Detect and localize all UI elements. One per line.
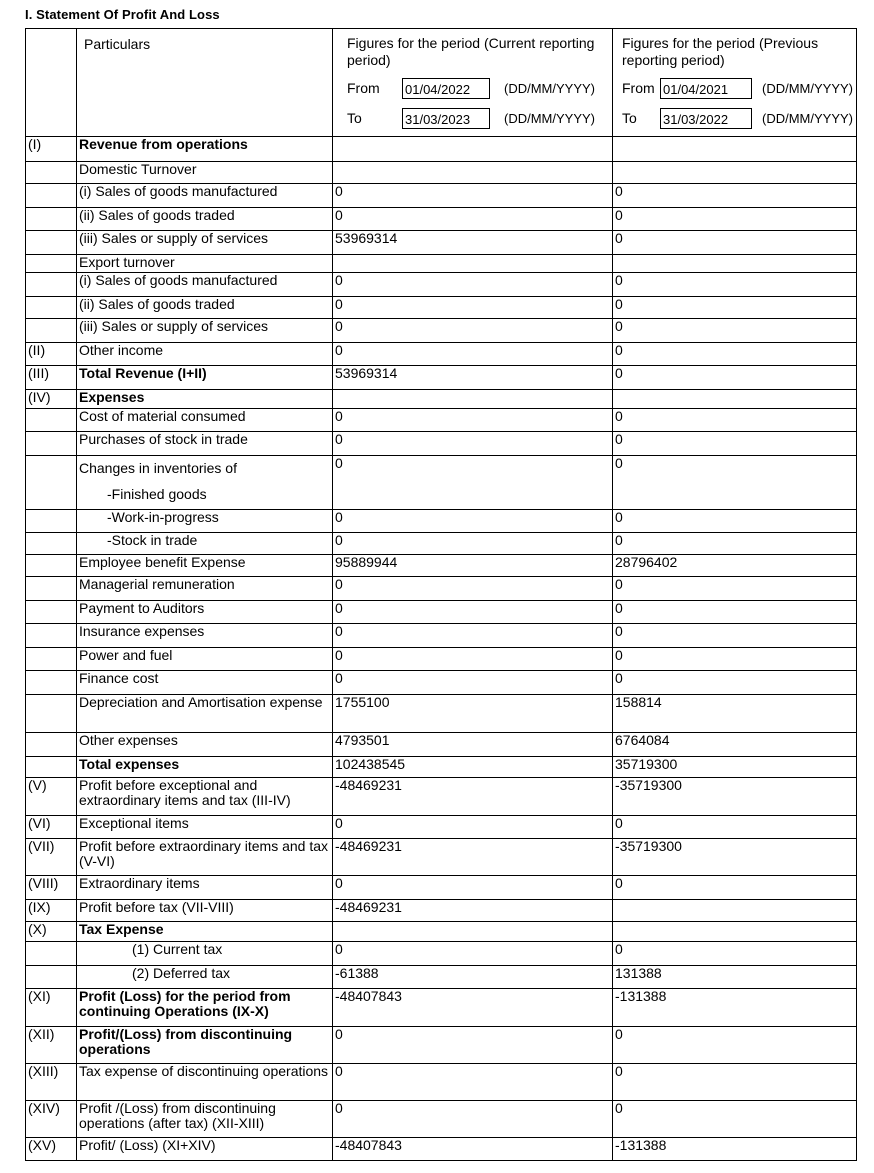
- particulars-heading: Particulars: [84, 36, 151, 52]
- current-period-value[interactable]: 0: [333, 343, 613, 366]
- row-number: (XIII): [26, 1064, 77, 1101]
- row-label: Employee benefit Expense: [77, 555, 333, 577]
- current-period-heading: Figures for the period (Current reporting period): [347, 35, 595, 68]
- table-row: [26, 922, 857, 942]
- row-label: Expenses: [77, 390, 333, 409]
- current-period-value[interactable]: 95889944: [333, 555, 613, 577]
- table-row: [26, 624, 857, 648]
- row-number: (XV): [26, 1138, 77, 1161]
- current-period-value[interactable]: [333, 137, 613, 162]
- table-row: [26, 137, 857, 162]
- row-label: Profit/ (Loss) (XI+XIV): [77, 1138, 333, 1161]
- previous-period-value[interactable]: [613, 137, 857, 162]
- row-label: Exceptional items: [77, 816, 333, 839]
- row-number: [26, 297, 77, 319]
- previous-to-date-field[interactable]: 31/03/2022: [660, 108, 752, 129]
- table-row: [26, 577, 857, 601]
- current-period-value[interactable]: -48407843: [333, 989, 613, 1027]
- row-label: (i) Sales of goods manufactured: [77, 184, 333, 208]
- previous-period-value[interactable]: 0: [613, 409, 857, 432]
- row-number: [26, 409, 77, 432]
- row-number: (XII): [26, 1027, 77, 1064]
- row-number: [26, 757, 77, 778]
- table-row: [26, 366, 857, 390]
- row-number: [26, 208, 77, 231]
- row-label: Other income: [77, 343, 333, 366]
- previous-period-value[interactable]: 0: [613, 1101, 857, 1138]
- current-period-value[interactable]: 0: [333, 876, 613, 900]
- row-label: Profit before extraordinary items and tax (V-VI): [77, 839, 333, 876]
- current-period-value[interactable]: -48469231: [333, 778, 613, 816]
- previous-period-value[interactable]: 0: [613, 601, 857, 624]
- current-period-value[interactable]: 0: [333, 432, 613, 456]
- row-number: (IX): [26, 900, 77, 922]
- current-period-value[interactable]: 0: [333, 409, 613, 432]
- table-row: [26, 1064, 857, 1101]
- table-row: [26, 343, 857, 366]
- row-number: (III): [26, 366, 77, 390]
- row-number: [26, 671, 77, 695]
- row-label: (1) Current tax: [77, 942, 333, 966]
- row-label: Profit/(Loss) from discontinuing operations: [77, 1027, 333, 1064]
- current-period-value[interactable]: 0: [333, 533, 613, 555]
- row-number: [26, 733, 77, 757]
- row-number: [26, 255, 77, 273]
- previous-to-row: [615, 108, 854, 129]
- current-period-value[interactable]: 1755100: [333, 695, 613, 733]
- current-period-value[interactable]: 0: [333, 510, 613, 533]
- row-label: (ii) Sales of goods traded: [77, 297, 333, 319]
- current-period-value[interactable]: 0: [333, 273, 613, 297]
- row-label: Other expenses: [77, 733, 333, 757]
- current-period-value[interactable]: 0: [333, 601, 613, 624]
- row-number: [26, 533, 77, 555]
- previous-period-value[interactable]: [613, 390, 857, 409]
- table-row: [26, 900, 857, 922]
- table-row: [26, 390, 857, 409]
- row-number: [26, 184, 77, 208]
- row-number: [26, 510, 77, 533]
- table-row: [26, 876, 857, 900]
- table-row: [26, 989, 857, 1027]
- row-label: Tax expense of discontinuing operations: [77, 1064, 333, 1101]
- row-number: [26, 162, 77, 184]
- current-to-date-field[interactable]: 31/03/2023: [402, 108, 490, 129]
- table-row: [26, 839, 857, 876]
- header-current-period-cell: [333, 29, 613, 137]
- current-period-value[interactable]: 0: [333, 319, 613, 343]
- current-period-value[interactable]: 102438545: [333, 757, 613, 778]
- row-label: Finance cost: [77, 671, 333, 695]
- row-number: [26, 231, 77, 255]
- current-period-value[interactable]: [333, 255, 613, 273]
- current-period-value[interactable]: 0: [333, 208, 613, 231]
- current-period-value[interactable]: [333, 922, 613, 942]
- current-period-value[interactable]: 0: [333, 648, 613, 671]
- row-number: [26, 695, 77, 733]
- row-label: Insurance expenses: [77, 624, 333, 648]
- current-period-value[interactable]: 0: [333, 184, 613, 208]
- current-period-value[interactable]: -48469231: [333, 839, 613, 876]
- previous-period-value[interactable]: 0: [613, 319, 857, 343]
- current-period-value[interactable]: [333, 390, 613, 409]
- current-from-format: (DD/MM/YYYY): [504, 81, 595, 96]
- table-row: [26, 255, 857, 273]
- current-to-format: (DD/MM/YYYY): [504, 111, 595, 126]
- profit-loss-table: [25, 28, 857, 1161]
- table-row: [26, 695, 857, 733]
- row-number: [26, 624, 77, 648]
- row-number: (XI): [26, 989, 77, 1027]
- current-period-value[interactable]: [333, 162, 613, 184]
- current-period-value[interactable]: 0: [333, 577, 613, 601]
- previous-period-value[interactable]: 0: [613, 624, 857, 648]
- previous-period-value[interactable]: 0: [613, 942, 857, 966]
- current-period-value[interactable]: 0: [333, 1064, 613, 1101]
- previous-period-value[interactable]: 0: [613, 297, 857, 319]
- previous-period-value[interactable]: 0: [613, 208, 857, 231]
- row-label: (i) Sales of goods manufactured: [77, 273, 333, 297]
- previous-period-heading: Figures for the period (Previous reporting period): [622, 35, 819, 68]
- row-label: (ii) Sales of goods traded: [77, 208, 333, 231]
- current-period-value[interactable]: 0: [333, 816, 613, 839]
- current-period-value[interactable]: 0: [333, 1027, 613, 1064]
- previous-from-row: [615, 78, 854, 99]
- row-number: (II): [26, 343, 77, 366]
- row-label: (iii) Sales or supply of services: [77, 231, 333, 255]
- current-to-row: [335, 108, 610, 129]
- current-period-value[interactable]: -48407843: [333, 1138, 613, 1161]
- row-label: (iii) Sales or supply of services: [77, 319, 333, 343]
- current-period-value[interactable]: -61388: [333, 966, 613, 989]
- row-number: [26, 456, 77, 510]
- current-to-label: To: [347, 110, 362, 126]
- header-row: [26, 29, 857, 137]
- table-row: [26, 778, 857, 816]
- table-row: [26, 1101, 857, 1138]
- current-period-value[interactable]: 53969314: [333, 231, 613, 255]
- previous-period-value[interactable]: 0: [613, 366, 857, 390]
- table-row: [26, 510, 857, 533]
- previous-period-value[interactable]: 35719300: [613, 757, 857, 778]
- current-period-value[interactable]: 53969314: [333, 366, 613, 390]
- row-number: (VIII): [26, 876, 77, 900]
- current-from-row: [335, 78, 610, 99]
- current-period-value[interactable]: 0: [333, 1101, 613, 1138]
- row-number: [26, 942, 77, 966]
- table-row: [26, 273, 857, 297]
- table-row: [26, 1027, 857, 1064]
- row-number: (I): [26, 137, 77, 162]
- previous-period-value[interactable]: 0: [613, 648, 857, 671]
- table-row: [26, 671, 857, 695]
- row-label: Purchases of stock in trade: [77, 432, 333, 456]
- previous-period-value[interactable]: [613, 162, 857, 184]
- previous-period-value[interactable]: 0: [613, 1064, 857, 1101]
- row-label: Depreciation and Amortisation expense: [77, 695, 333, 733]
- previous-period-value[interactable]: 0: [613, 343, 857, 366]
- previous-period-value[interactable]: -35719300: [613, 839, 857, 876]
- row-number: [26, 555, 77, 577]
- previous-period-value[interactable]: 131388: [613, 966, 857, 989]
- previous-period-value[interactable]: 0: [613, 533, 857, 555]
- row-number: (V): [26, 778, 77, 816]
- previous-period-value[interactable]: 0: [613, 876, 857, 900]
- previous-period-value[interactable]: 0: [613, 184, 857, 208]
- table-row: [26, 733, 857, 757]
- row-label: Cost of material consumed: [77, 409, 333, 432]
- row-label-sub: -Finished goods: [107, 486, 207, 502]
- row-label: Revenue from operations: [77, 137, 333, 162]
- table-row: [26, 648, 857, 671]
- row-label: Export turnover: [77, 255, 333, 273]
- previous-period-value[interactable]: 0: [613, 671, 857, 695]
- row-number: [26, 648, 77, 671]
- previous-from-date-field[interactable]: 01/04/2021: [660, 78, 752, 99]
- row-label: -Stock in trade: [77, 533, 333, 555]
- previous-period-value[interactable]: [613, 922, 857, 942]
- previous-period-value[interactable]: 0: [613, 1027, 857, 1064]
- row-label: Profit (Loss) for the period from continuing Operations (IX-X): [77, 989, 333, 1027]
- previous-from-label: From: [622, 80, 655, 96]
- previous-period-value[interactable]: 0: [613, 231, 857, 255]
- table-row: [26, 208, 857, 231]
- row-number: [26, 319, 77, 343]
- table-row: [26, 319, 857, 343]
- row-label: Managerial remuneration: [77, 577, 333, 601]
- row-number: [26, 577, 77, 601]
- row-label: [77, 456, 333, 510]
- current-from-label: From: [347, 80, 380, 96]
- row-label: Total expenses: [77, 757, 333, 778]
- current-period-value[interactable]: 0: [333, 624, 613, 648]
- row-label: Profit /(Loss) from discontinuing operations (after tax) (XII-XIII): [77, 1101, 333, 1138]
- row-label: Profit before tax (VII-VIII): [77, 900, 333, 922]
- row-number: [26, 601, 77, 624]
- previous-period-value[interactable]: 158814: [613, 695, 857, 733]
- table-row: [26, 409, 857, 432]
- row-label: Domestic Turnover: [77, 162, 333, 184]
- current-period-value[interactable]: 4793501: [333, 733, 613, 757]
- row-label: -Work-in-progress: [77, 510, 333, 533]
- table-row: [26, 432, 857, 456]
- table-row: [26, 533, 857, 555]
- current-period-value[interactable]: 0: [333, 456, 613, 510]
- statement-title: I. Statement Of Profit And Loss: [25, 7, 220, 22]
- table-row: [26, 231, 857, 255]
- table-row: [26, 456, 857, 510]
- table-row: [26, 966, 857, 989]
- previous-from-format: (DD/MM/YYYY): [762, 81, 853, 96]
- previous-period-value[interactable]: -131388: [613, 1138, 857, 1161]
- previous-to-label: To: [622, 110, 637, 126]
- row-label: Tax Expense: [77, 922, 333, 942]
- previous-period-value[interactable]: -35719300: [613, 778, 857, 816]
- row-label: (2) Deferred tax: [77, 966, 333, 989]
- table-row: [26, 184, 857, 208]
- previous-period-value[interactable]: 0: [613, 456, 857, 510]
- current-period-value[interactable]: 0: [333, 671, 613, 695]
- previous-period-value[interactable]: [613, 900, 857, 922]
- current-period-value[interactable]: 0: [333, 942, 613, 966]
- row-number: [26, 273, 77, 297]
- row-number: (X): [26, 922, 77, 942]
- current-period-value[interactable]: 0: [333, 297, 613, 319]
- previous-period-value[interactable]: 0: [613, 816, 857, 839]
- table-row: [26, 555, 857, 577]
- table-row: [26, 297, 857, 319]
- row-number: [26, 966, 77, 989]
- row-label: Power and fuel: [77, 648, 333, 671]
- previous-period-value[interactable]: 6764084: [613, 733, 857, 757]
- row-label: Extraordinary items: [77, 876, 333, 900]
- table-row: [26, 942, 857, 966]
- row-number: (VII): [26, 839, 77, 876]
- row-label: Total Revenue (I+II): [77, 366, 333, 390]
- previous-period-value[interactable]: 0: [613, 577, 857, 601]
- previous-to-format: (DD/MM/YYYY): [762, 111, 853, 126]
- row-number: (IV): [26, 390, 77, 409]
- current-from-date-field[interactable]: 01/04/2022: [402, 78, 490, 99]
- current-period-value[interactable]: -48469231: [333, 900, 613, 922]
- header-number-cell: [26, 29, 77, 137]
- table-row: [26, 757, 857, 778]
- row-number: (XIV): [26, 1101, 77, 1138]
- previous-period-value[interactable]: [613, 255, 857, 273]
- header-particulars-cell: [77, 29, 333, 137]
- previous-period-value[interactable]: 28796402: [613, 555, 857, 577]
- row-label-main: Changes in inventories of: [79, 460, 237, 476]
- table-row: [26, 162, 857, 184]
- previous-period-value[interactable]: 0: [613, 273, 857, 297]
- table-row: [26, 816, 857, 839]
- row-number: (VI): [26, 816, 77, 839]
- header-previous-period-cell: [613, 29, 857, 137]
- row-label: Payment to Auditors: [77, 601, 333, 624]
- table-row: [26, 601, 857, 624]
- previous-period-value[interactable]: -131388: [613, 989, 857, 1027]
- row-number: [26, 432, 77, 456]
- previous-period-value[interactable]: 0: [613, 432, 857, 456]
- previous-period-value[interactable]: 0: [613, 510, 857, 533]
- row-label: Profit before exceptional and extraordinary items and tax (III-IV): [77, 778, 333, 816]
- table-row: [26, 1138, 857, 1161]
